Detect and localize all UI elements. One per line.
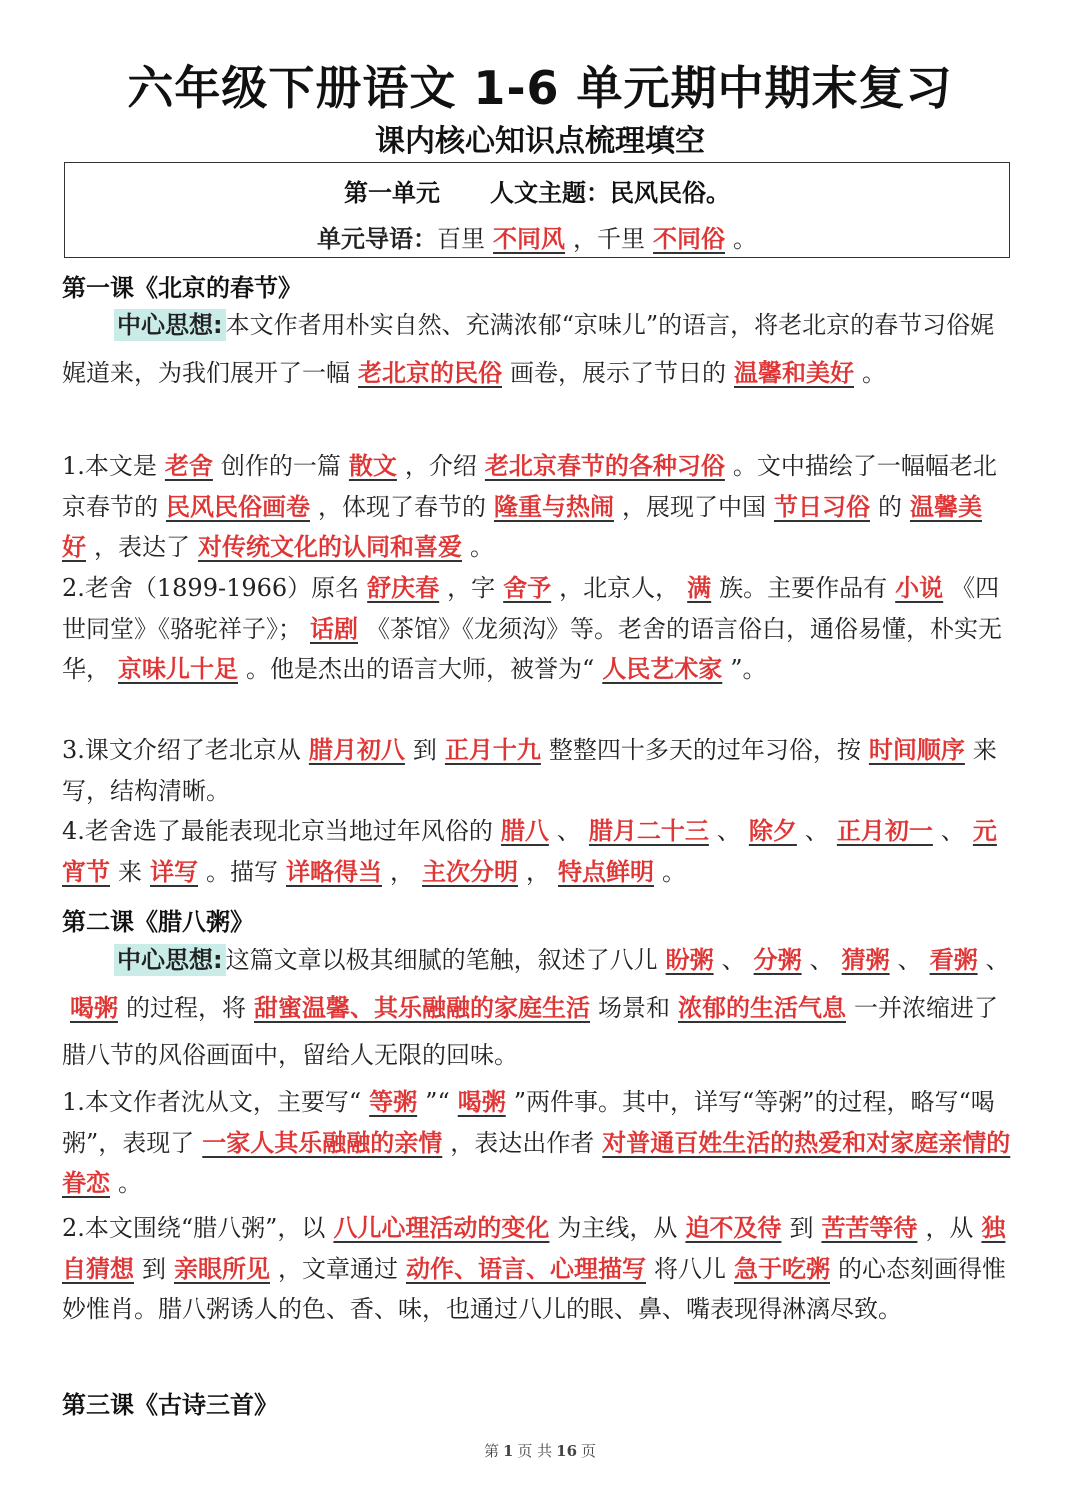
lesson3-heading: 第三课《古诗三首》 xyxy=(62,1391,278,1419)
answer: 节日习俗 xyxy=(774,492,870,521)
answer: 八儿心理活动的变化 xyxy=(333,1214,550,1242)
answer: 喝粥 xyxy=(70,993,118,1022)
text: 、 xyxy=(809,946,834,974)
footer-text: 第 xyxy=(483,1442,499,1460)
answer: 对普通百姓生活的热爱和对家庭亲情的眷恋 xyxy=(62,1128,1011,1197)
lesson2-theme xyxy=(62,937,1017,1080)
answer: 迫不及待 xyxy=(685,1214,782,1242)
lesson1-heading: 第一课《北京的春节》 xyxy=(62,274,302,302)
answer: 浓郁的生活气息 xyxy=(678,993,846,1022)
text: 、 xyxy=(940,817,965,845)
answer: 特点鲜明 xyxy=(558,857,654,886)
answer: 腊月初八 xyxy=(308,736,405,764)
answer: 等粥 xyxy=(369,1088,418,1116)
text: 1.本文作者沈从文，主要写“ xyxy=(62,1088,362,1116)
text: ， xyxy=(526,857,550,886)
answer: 分粥 xyxy=(753,946,802,974)
text: 到 xyxy=(142,1254,166,1283)
text: 来 xyxy=(118,857,142,886)
text: ， xyxy=(390,857,414,886)
text: 来写，结构清晰。 xyxy=(62,736,997,805)
text: ，表达出作者 xyxy=(450,1128,595,1157)
text: 、 xyxy=(556,817,581,845)
answer: 人民艺术家 xyxy=(602,655,723,683)
answer: 正月初一 xyxy=(836,817,933,845)
text: 《茶馆》《龙须沟》等。老舍的语言俗白，通俗易懂，朴实无华， xyxy=(62,614,1002,683)
answer: 腊月二十三 xyxy=(588,817,709,845)
answer: 不同风 xyxy=(493,225,565,253)
document-title: 六年级下册语文 1-6 单元期中期末复习 xyxy=(127,61,953,115)
unit-theme: 人文主题：民风民俗。 xyxy=(490,179,730,207)
footer-text: 页 共 xyxy=(517,1442,553,1460)
theme-label: 中心思想: xyxy=(114,309,226,341)
text: ，展现了中国 xyxy=(622,492,766,521)
unit-header xyxy=(65,173,1009,208)
answer: 小说 xyxy=(895,574,944,602)
answer: 温馨和美好 xyxy=(734,358,854,387)
unit-name: 第一单元 xyxy=(344,179,440,207)
lesson1-q3 xyxy=(62,730,1017,811)
answer: 喝粥 xyxy=(457,1088,506,1116)
text: 、 xyxy=(721,946,746,974)
text: ，体现了春节的 xyxy=(318,492,486,521)
text: 画卷，展示了节日的 xyxy=(510,358,726,387)
text: 。 xyxy=(733,225,757,253)
text: 。 xyxy=(662,857,686,886)
answer: 盼粥 xyxy=(665,946,714,974)
text: ”“ xyxy=(425,1088,450,1116)
answer: 时间顺序 xyxy=(868,736,965,764)
unit-intro xyxy=(65,219,1009,254)
text: ”。 xyxy=(730,655,767,683)
text: 1.本文是 xyxy=(62,452,157,480)
answer: 话剧 xyxy=(310,614,358,643)
answer: 看粥 xyxy=(929,946,978,974)
text: 。文中描绘了一幅幅老北京春节的 xyxy=(62,452,997,521)
text: ，千里 xyxy=(573,225,645,253)
answer: 正月十九 xyxy=(444,736,541,764)
lesson1-theme xyxy=(62,302,1017,397)
answer: 主次分明 xyxy=(422,857,518,886)
answer: 一家人其乐融融的亲情 xyxy=(202,1128,443,1157)
text: 。 xyxy=(862,358,886,387)
text: 场景和 xyxy=(598,993,670,1022)
text: 到 xyxy=(412,736,437,764)
text: 本文作者用朴实自然、充满浓郁“京味儿”的语言，将老北京的春节习俗娓娓道来，为我们展开了一幅 xyxy=(62,311,995,387)
lesson1-q2 xyxy=(62,568,1017,690)
text: 。他是杰出的语言大师，被誉为“ xyxy=(246,655,595,683)
text: 《四世同堂》《骆驼祥子》； xyxy=(62,574,1000,643)
text: ，从 xyxy=(925,1214,974,1242)
lesson1-q1 xyxy=(62,446,1017,568)
answer: 京味儿十足 xyxy=(118,655,238,683)
lesson2-q1 xyxy=(62,1082,1017,1204)
answer: 猜粥 xyxy=(841,946,890,974)
text: 。 xyxy=(470,533,494,561)
answer: 元宵节 xyxy=(62,817,997,886)
answer: 舍予 xyxy=(503,574,552,602)
text: ”两件事。其中，详写“等粥”的过程，略写“喝粥”，表现了 xyxy=(62,1088,995,1157)
answer: 温馨美好 xyxy=(62,492,982,561)
answer: 隆重与热闹 xyxy=(494,492,614,521)
text: 、 xyxy=(716,817,741,845)
text: 、 xyxy=(804,817,829,845)
answer: 舒庆春 xyxy=(367,574,440,602)
total-pages: 16 xyxy=(556,1442,578,1460)
answer: 老北京春节的各种习俗 xyxy=(484,452,725,480)
text: 创作的一篇 xyxy=(220,452,341,480)
answer: 对传统文化的认同和喜爱 xyxy=(198,533,462,561)
text: 族。主要作品有 xyxy=(719,574,888,602)
text: 、 xyxy=(897,946,922,974)
text: ，文章通过 xyxy=(278,1254,398,1283)
text: 这篇文章以极其细腻的笔触，叙述了八儿 xyxy=(225,946,658,974)
answer: 独自猜想 xyxy=(62,1214,1006,1283)
answer: 满 xyxy=(687,574,712,602)
lesson2-heading: 第二课《腊八粥》 xyxy=(62,908,254,936)
theme-label: 中心思想: xyxy=(114,944,226,976)
current-page: 1 xyxy=(502,1442,514,1460)
text: 百里 xyxy=(437,225,485,253)
unit-box xyxy=(64,162,1010,258)
footer-text: 页 xyxy=(581,1442,597,1460)
text: 4.老舍选了最能表现北京当地过年风俗的 xyxy=(62,817,493,845)
text: 的过程，将 xyxy=(126,993,246,1022)
text: 2.老舍（1899-1966）原名 xyxy=(62,574,360,602)
answer: 腊八 xyxy=(500,817,549,845)
answer: 不同俗 xyxy=(653,225,725,253)
answer: 民风民俗画卷 xyxy=(166,492,310,521)
text: ，北京人， xyxy=(559,574,680,602)
text: 的心态刻画得惟妙惟肖。腊八粥诱人的色、香、味，也通过八儿的眼、鼻、嘴表现得淋漓尽致。 xyxy=(62,1254,1006,1323)
text: 整整四十多天的过年习俗，按 xyxy=(548,736,861,764)
text: ，字 xyxy=(447,574,496,602)
text: ，介绍 xyxy=(404,452,477,480)
document-subtitle: 课内核心知识点梳理填空 xyxy=(375,124,705,159)
lesson1-q4 xyxy=(62,811,1017,892)
text: 。 xyxy=(118,1169,142,1197)
answer: 老舍 xyxy=(164,452,213,480)
lesson2-q2 xyxy=(62,1208,1017,1330)
answer: 详写 xyxy=(150,857,198,886)
answer: 动作、语言、心理描写 xyxy=(406,1254,646,1283)
text: ，表达了 xyxy=(94,533,190,561)
answer: 苦苦等待 xyxy=(821,1214,918,1242)
answer: 除夕 xyxy=(748,817,797,845)
page-footer xyxy=(0,1440,1080,1461)
answer: 详略得当 xyxy=(286,857,382,886)
answer: 散文 xyxy=(348,452,397,480)
text: 到 xyxy=(789,1214,814,1242)
answer: 急于吃粥 xyxy=(734,1254,830,1283)
text: 3.课文介绍了老北京从 xyxy=(62,736,301,764)
text: 、 xyxy=(985,946,1010,974)
text: 为主线，从 xyxy=(557,1214,678,1242)
text: 。描写 xyxy=(206,857,278,886)
unit-intro-label: 单元导语： xyxy=(317,225,437,253)
text: 的 xyxy=(878,492,902,521)
text: 将八儿 xyxy=(654,1254,726,1283)
text: 一并浓缩进了腊八节的风俗画面中，留给人无限的回味。 xyxy=(62,993,998,1069)
answer: 亲眼所见 xyxy=(174,1254,270,1283)
text: 2.本文围绕“腊八粥”，以 xyxy=(62,1214,326,1242)
answer: 甜蜜温馨、其乐融融的家庭生活 xyxy=(254,993,590,1022)
answer: 老北京的民俗 xyxy=(358,358,502,387)
